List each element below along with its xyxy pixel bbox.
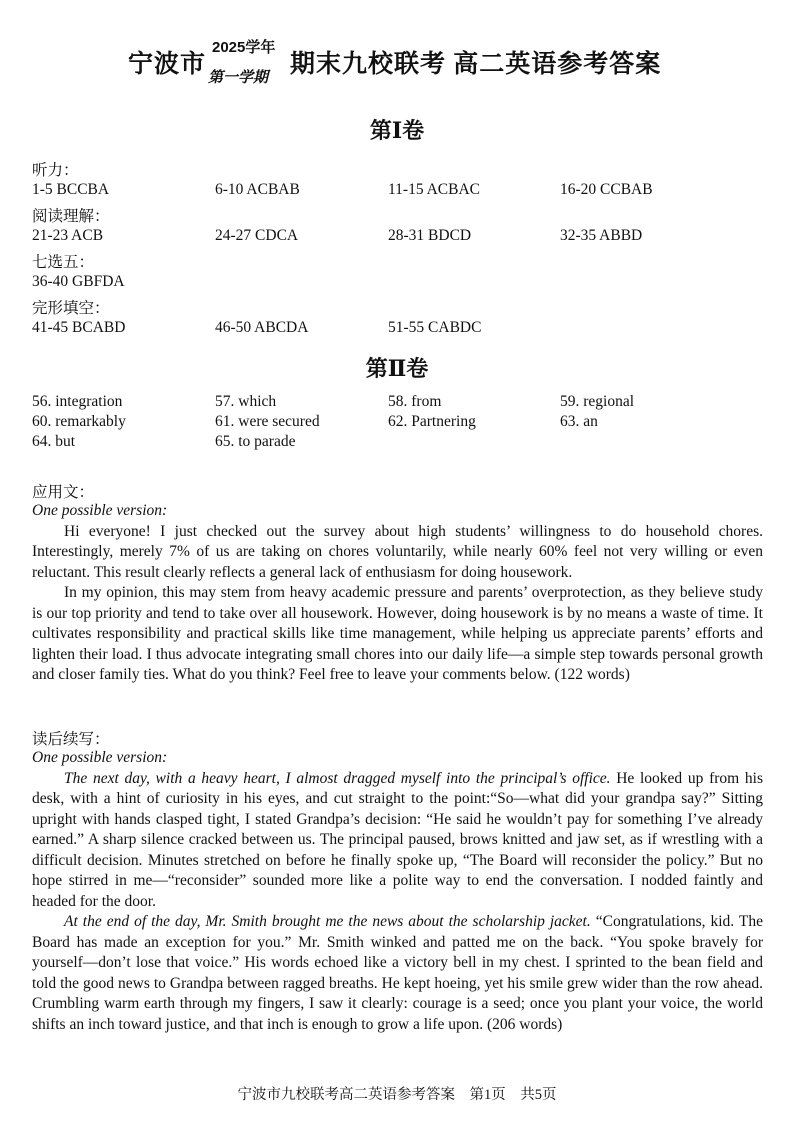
- document-title: [0, 36, 794, 86]
- applied-essay: [32, 501, 763, 686]
- continuation-version-label: One possible version:: [32, 749, 168, 766]
- reading-label: 阅读理解：: [32, 208, 110, 225]
- title-city: 宁波市: [128, 51, 207, 78]
- paragraph-lead: The next day, with a heavy heart, I almost dragged myself into the principal’s office.: [64, 769, 611, 787]
- part2-heading: 第Ⅱ卷: [365, 356, 429, 381]
- answer-item: 65. to parade: [215, 433, 296, 450]
- title-year: 2025学年: [212, 39, 276, 56]
- applied-label: 应用文：: [32, 484, 95, 501]
- answer-item: 36-40 GBFDA: [32, 273, 125, 290]
- title-main: 期末九校联考 高二英语参考答案: [290, 51, 662, 78]
- title-term: 第一学期: [208, 70, 269, 86]
- paragraph-body: “Congratulations, kid. The Board has made an exception for you.” Mr. Smith winked and patted me on the back. “You spoke bravely for yourself—don’t lose that voice.” His words echoed like a victory bell in my chest. I sprinted to the bean field and told the good news to Grandpa between ragged breaths. He kept hoeing, yet his smile grew wider than the row ahead. Crumbling warm earth through my fingers, I saw it clearly: courage is a seed; once you plant your voice, the world shifts an inch toward justice, and that inch is enough to grow a life upon. (206 words): [32, 913, 763, 1033]
- listening-answers: [32, 181, 772, 201]
- grammar-answers-row: [32, 393, 772, 413]
- answer-item: 59. regional: [560, 393, 635, 410]
- answer-item: 32-35 ABBD: [560, 227, 643, 244]
- seven-answers: [32, 273, 772, 293]
- answer-item: 57. which: [215, 393, 277, 410]
- part1-heading: 第Ⅰ卷: [369, 118, 425, 143]
- seven-label: 七选五：: [32, 254, 95, 271]
- answer-item: 61. were secured: [215, 413, 320, 430]
- grammar-answers-row: [32, 433, 772, 453]
- answer-item: 46-50 ABCDA: [215, 319, 309, 336]
- answer-item: 58. from: [388, 393, 442, 410]
- answer-item: 63. an: [560, 413, 598, 430]
- essay-paragraph: In my opinion, this may stem from heavy academic pressure and parents’ overprotection, as they believe study is our top priority and tend to take over all housework. However, doing housework is by no means a waste of time. It cultivates responsibility and practical skills like time management, while helping us appreciate parents’ efforts and lighten their load. I thus advocate integrating small chores into our daily life—a simple step towards personal growth and closer family ties. What do you think? Feel free to leave your comments below. (122 words): [32, 584, 763, 683]
- reading-answers: [32, 227, 772, 247]
- cloze-answers: [32, 319, 772, 339]
- paragraph-body: He looked up from his desk, with a hint of curiosity in his eyes, and cut straight to the point:“So—what did your grandpa say?” Sitting upright with hands clasped tight, I stated Grandpa’s decision: “He said he wouldn’t pay for something I’ve already earned.” A sharp silence cracked between us. The principal paused, brows knitted and jaw set, as if wrestling with a difficult decision. Minutes stretched on before he finally spoke up, “The Board will reconsider the policy.” But no hope stirred in me—“reconsider” sounded more like a polite way to end the conversation. I nodded faintly and headed for the door.: [32, 769, 763, 910]
- grammar-answers-row: [32, 413, 772, 433]
- answer-item: 16-20 CCBAB: [560, 181, 653, 198]
- essay-paragraph: Hi everyone! I just checked out the survey about high students’ willingness to do household chores. Interestingly, merely 7% of us are taking on chores voluntarily, while nearly 60% feel not very willing or even reluctant. This result clearly reflects a general lack of enthusiasm for doing housework.: [32, 522, 763, 581]
- continuation-essay: [32, 748, 763, 1035]
- essay-paragraph: [32, 769, 763, 913]
- answer-item: 1-5 BCCBA: [32, 181, 110, 198]
- listening-label: 听力：: [32, 162, 79, 179]
- answer-item: 28-31 BDCD: [388, 227, 472, 244]
- paragraph-lead: At the end of the day, Mr. Smith brought me the news about the scholarship jacket.: [64, 913, 591, 930]
- answer-item: 51-55 CABDC: [388, 319, 482, 336]
- answer-item: 21-23 ACB: [32, 227, 104, 244]
- page-footer: 宁波市九校联考高二英语参考答案 第1页 共5页: [237, 1087, 557, 1103]
- continuation-label: 读后续写：: [32, 731, 110, 748]
- answer-item: 24-27 CDCA: [215, 227, 299, 244]
- answer-item: 6-10 ACBAB: [215, 181, 300, 198]
- applied-version-label: One possible version:: [32, 502, 168, 519]
- essay-paragraph: [32, 912, 763, 1035]
- answer-item: 60. remarkably: [32, 413, 126, 430]
- answer-item: 56. integration: [32, 393, 123, 410]
- answer-item: 64. but: [32, 433, 76, 450]
- cloze-label: 完形填空：: [32, 300, 110, 317]
- answer-item: 11-15 ACBAC: [388, 181, 481, 198]
- answer-item: 41-45 BCABD: [32, 319, 126, 336]
- answer-item: 62. Partnering: [388, 413, 476, 430]
